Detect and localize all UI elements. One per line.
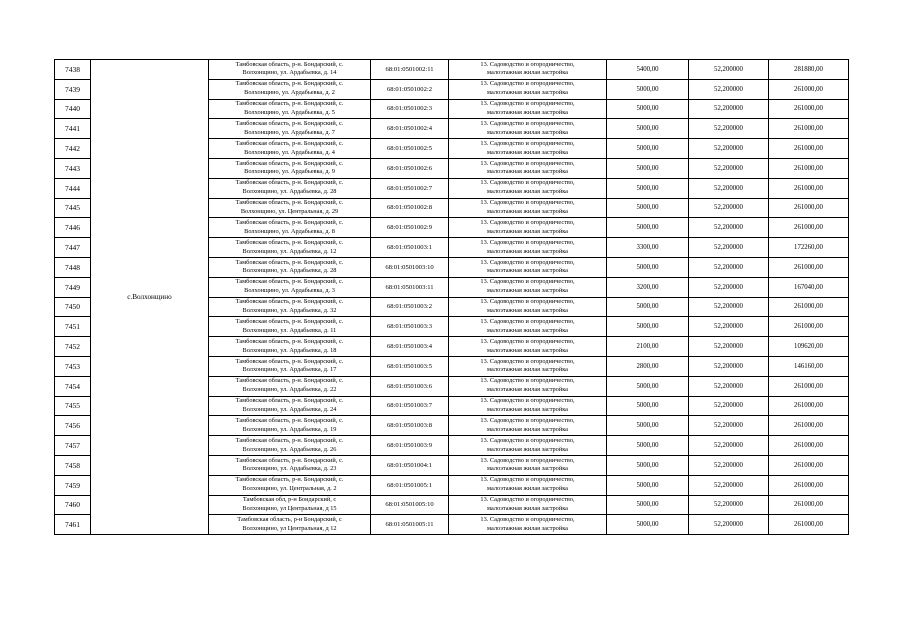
address-cell-line-2: Волхонщино, ул. Ардабьевка, д. 19 [242, 425, 337, 433]
area-cell: 5000,00 [607, 257, 689, 277]
rate-cell: 52,200000 [689, 60, 769, 80]
cadastral-value-cell: 261000,00 [769, 297, 849, 317]
cadastral-number-cell: 68:01:0501003:7 [371, 396, 449, 416]
rate-cell: 52,200000 [689, 455, 769, 475]
row-number-cell: 7438 [55, 60, 91, 80]
land-use-cell-line-1: 13. Садоводство и огородничество, [480, 397, 575, 405]
land-use-cell-line-1: 13. Садоводство и огородничество, [480, 100, 575, 108]
area-cell: 2800,00 [607, 356, 689, 376]
land-use-cell [449, 495, 607, 515]
land-use-cell-line-2: малоэтажная жилая застройка [487, 188, 568, 196]
land-use-cell-line-2: малоэтажная жилая застройка [487, 465, 568, 473]
address-cell-line-2: Волхонщино, ул. Ардабьевка, д. 11 [242, 326, 337, 334]
land-use-cell-line-2: малоэтажная жилая застройка [487, 69, 568, 77]
land-use-cell-line-1: 13. Садоводство и огородничество, [480, 139, 575, 147]
land-use-cell-line-1: 13. Садоводство и огородничество, [480, 258, 575, 266]
land-use-cell-line-1: 13. Садоводство и огородничество, [480, 298, 575, 306]
rate-cell: 52,200000 [689, 257, 769, 277]
address-cell [209, 79, 371, 99]
cadastral-value-cell: 261000,00 [769, 475, 849, 495]
area-cell: 5000,00 [607, 436, 689, 456]
address-cell [209, 198, 371, 218]
cadastral-number-cell: 68:01:0501002:5 [371, 139, 449, 159]
area-cell: 5000,00 [607, 455, 689, 475]
address-cell-line-2: Волхонщино, ул. Ардабьевка, д. 28 [242, 188, 337, 196]
rate-cell: 52,200000 [689, 218, 769, 238]
cadastral-value-cell: 167040,00 [769, 277, 849, 297]
address-cell [209, 139, 371, 159]
address-cell [209, 396, 371, 416]
cadastral-value-cell: 261000,00 [769, 79, 849, 99]
address-cell-line-1: Тамбовская область, р-н. Бондарский, с. [235, 238, 344, 246]
address-cell-line-1: Тамбовская область, р-н. Бондарский, с. [235, 100, 344, 108]
address-cell-line-2: Волхонщино, ул. Ардабьевка, д. 17 [242, 366, 337, 374]
area-cell: 5000,00 [607, 475, 689, 495]
rate-cell: 52,200000 [689, 139, 769, 159]
land-use-cell [449, 475, 607, 495]
address-cell-line-1: Тамбовская область, р-н. Бондарский, с. [235, 436, 344, 444]
land-use-cell-line-1: 13. Садоводство и огородничество, [480, 179, 575, 187]
area-cell: 3200,00 [607, 277, 689, 297]
rate-cell: 52,200000 [689, 416, 769, 436]
cadastral-number-cell: 68:01:0501003:1 [371, 238, 449, 258]
address-cell-line-2: Волхонщино, ул. Ардабьевка, д. 12 [242, 247, 337, 255]
address-cell-line-1: Тамбовская область, р-н. Бондарский, с. [235, 80, 344, 88]
land-use-cell-line-2: малоэтажная жилая застройка [487, 207, 568, 215]
address-cell [209, 297, 371, 317]
area-cell: 5000,00 [607, 515, 689, 535]
cadastral-value-cell: 172260,00 [769, 238, 849, 258]
land-use-cell-line-1: 13. Садоводство и огородничество, [480, 238, 575, 246]
land-use-cell-line-1: 13. Садоводство и огородничество, [480, 377, 575, 385]
address-cell-line-1: Тамбовская область, р-н. Бондарский, с. [235, 357, 344, 365]
table-body [55, 60, 849, 535]
address-cell [209, 436, 371, 456]
cadastral-number-cell: 68:01:0501004:1 [371, 455, 449, 475]
land-use-cell [449, 178, 607, 198]
cadastral-number-cell: 68:01:0501003:11 [371, 277, 449, 297]
rate-cell: 52,200000 [689, 238, 769, 258]
rate-cell: 52,200000 [689, 515, 769, 535]
rate-cell: 52,200000 [689, 277, 769, 297]
area-cell: 2100,00 [607, 337, 689, 357]
address-cell [209, 495, 371, 515]
cadastral-value-cell: 261000,00 [769, 257, 849, 277]
address-cell-line-1: Тамбовская область, р-н. Бондарский, с. [235, 337, 344, 345]
address-cell-line-2: Волхонщино, ул. Ардабьевка, д. 26 [242, 445, 337, 453]
land-use-cell-line-2: малоэтажная жилая застройка [487, 366, 568, 374]
address-cell-line-1: Тамбовская обл, р-н Бондарский, с [242, 496, 337, 504]
area-cell: 5400,00 [607, 60, 689, 80]
address-cell-line-2: Волхонщино, ул. Ардабьевка, д. 3 [244, 287, 335, 295]
rate-cell: 52,200000 [689, 198, 769, 218]
land-use-cell [449, 257, 607, 277]
land-use-cell-line-2: малоэтажная жилая застройка [487, 386, 568, 394]
land-use-cell-line-2: малоэтажная жилая застройка [487, 128, 568, 136]
land-use-cell [449, 515, 607, 535]
cadastral-value-cell: 261000,00 [769, 436, 849, 456]
row-number-cell: 7460 [55, 495, 91, 515]
cadastral-number-cell: 68:01:0501005:1 [371, 475, 449, 495]
row-number-cell: 7458 [55, 455, 91, 475]
cadastral-number-cell: 68:01:0501002:8 [371, 198, 449, 218]
cadastral-value-cell: 261000,00 [769, 119, 849, 139]
land-use-cell-line-2: малоэтажная жилая застройка [487, 108, 568, 116]
locality-cell [91, 60, 209, 535]
cadastral-value-cell: 261000,00 [769, 218, 849, 238]
row-number-cell: 7442 [55, 139, 91, 159]
rate-cell: 52,200000 [689, 356, 769, 376]
land-use-cell [449, 79, 607, 99]
cadastral-number-cell: 68:01:0501002:7 [371, 178, 449, 198]
area-cell: 5000,00 [607, 396, 689, 416]
cadastral-value-cell: 261000,00 [769, 178, 849, 198]
land-use-cell-line-2: малоэтажная жилая застройка [487, 247, 568, 255]
land-use-cell [449, 60, 607, 80]
row-number-cell: 7454 [55, 376, 91, 396]
cadastral-value-cell: 261000,00 [769, 317, 849, 337]
land-use-cell-line-1: 13. Садоводство и огородничество, [480, 337, 575, 345]
address-cell-line-1: Тамбовская область, р-н. Бондарский, с. [235, 456, 344, 464]
land-use-cell-line-2: малоэтажная жилая застройка [487, 504, 568, 512]
cadastral-value-cell: 261000,00 [769, 396, 849, 416]
address-cell [209, 475, 371, 495]
area-cell: 3300,00 [607, 238, 689, 258]
cadastral-value-cell: 261000,00 [769, 455, 849, 475]
area-cell: 5000,00 [607, 139, 689, 159]
locality-label: с.Волхонщино [127, 293, 172, 302]
row-number-cell: 7441 [55, 119, 91, 139]
address-cell-line-1: Тамбовская область, р-н. Бондарский, с. [235, 278, 344, 286]
land-use-cell-line-2: малоэтажная жилая застройка [487, 445, 568, 453]
cadastral-value-cell: 109620,00 [769, 337, 849, 357]
cadastral-number-cell: 68:01:0501002:9 [371, 218, 449, 238]
cadastral-number-cell: 68:01:0501003:10 [371, 257, 449, 277]
area-cell: 5000,00 [607, 119, 689, 139]
address-cell [209, 119, 371, 139]
land-use-cell [449, 396, 607, 416]
rate-cell: 52,200000 [689, 396, 769, 416]
row-number-cell: 7439 [55, 79, 91, 99]
cadastral-value-cell: 261000,00 [769, 198, 849, 218]
cadastral-number-cell: 68:01:0501002:3 [371, 99, 449, 119]
cadastral-value-cell: 281880,00 [769, 60, 849, 80]
address-cell [209, 218, 371, 238]
address-cell-line-1: Тамбовская область, р-н. Бондарский, с. [235, 416, 344, 424]
address-cell-line-2: Волхонщино, ул. Ардабьевка, д. 5 [244, 108, 335, 116]
address-cell-line-1: Тамбовская область, р-н. Бондарский, с. [235, 139, 344, 147]
rate-cell: 52,200000 [689, 495, 769, 515]
land-registry-table [54, 59, 849, 535]
land-use-cell [449, 337, 607, 357]
row-number-cell: 7456 [55, 416, 91, 436]
rate-cell: 52,200000 [689, 436, 769, 456]
address-cell-line-1: Тамбовская область, р-н. Бондарский, с. [235, 60, 344, 68]
address-cell-line-2: Волхонщино, ул. Ардабьевка, д. 7 [244, 128, 335, 136]
land-use-cell-line-2: малоэтажная жилая застройка [487, 168, 568, 176]
land-use-cell-line-2: малоэтажная жилая застройка [487, 425, 568, 433]
cadastral-value-cell: 146160,00 [769, 356, 849, 376]
land-use-cell-line-2: малоэтажная жилая застройка [487, 524, 568, 532]
land-use-cell [449, 416, 607, 436]
cadastral-number-cell: 68:01:0501003:4 [371, 337, 449, 357]
address-cell-line-1: Тамбовская область, р-н. Бондарский, с. [235, 298, 344, 306]
address-cell-line-2: Волхонщино, ул. Ардабьевка, д. 14 [242, 69, 337, 77]
address-cell-line-2: Волхонщино, ул. Ардабьевка, д. 9 [244, 168, 335, 176]
address-cell-line-2: Волхонщино, ул. Ардабьевка, д. 23 [242, 465, 337, 473]
row-number-cell: 7451 [55, 317, 91, 337]
row-number-cell: 7443 [55, 158, 91, 178]
cadastral-number-cell: 68:01:0501002:4 [371, 119, 449, 139]
address-cell-line-1: Тамбовская область, р-н Бондарский, с [237, 515, 342, 523]
land-use-cell [449, 436, 607, 456]
address-cell [209, 455, 371, 475]
land-use-cell-line-2: малоэтажная жилая застройка [487, 89, 568, 97]
address-cell-line-1: Тамбовская область, р-н. Бондарский, с. [235, 179, 344, 187]
row-number-cell: 7450 [55, 297, 91, 317]
area-cell: 5000,00 [607, 198, 689, 218]
area-cell: 5000,00 [607, 495, 689, 515]
cadastral-value-cell: 261000,00 [769, 495, 849, 515]
cadastral-value-cell: 261000,00 [769, 139, 849, 159]
cadastral-value-cell: 261000,00 [769, 158, 849, 178]
land-use-cell-line-1: 13. Садоводство и огородничество, [480, 416, 575, 424]
rate-cell: 52,200000 [689, 158, 769, 178]
address-cell-line-1: Тамбовская область, р-н. Бондарский, с. [235, 317, 344, 325]
land-use-cell-line-2: малоэтажная жилая застройка [487, 405, 568, 413]
address-cell-line-1: Тамбовская область, р-н. Бондарский, с. [235, 476, 344, 484]
area-cell: 5000,00 [607, 178, 689, 198]
land-use-cell [449, 158, 607, 178]
rate-cell: 52,200000 [689, 119, 769, 139]
address-cell [209, 337, 371, 357]
row-number-cell: 7445 [55, 198, 91, 218]
row-number-cell: 7444 [55, 178, 91, 198]
table-row [55, 60, 849, 80]
cadastral-value-cell: 261000,00 [769, 99, 849, 119]
land-use-cell [449, 317, 607, 337]
land-use-cell-line-1: 13. Садоводство и огородничество, [480, 357, 575, 365]
address-cell [209, 238, 371, 258]
row-number-cell: 7461 [55, 515, 91, 535]
cadastral-number-cell: 68:01:0501002:11 [371, 60, 449, 80]
row-number-cell: 7453 [55, 356, 91, 376]
address-cell-line-1: Тамбовская область, р-н. Бондарский, с. [235, 159, 344, 167]
cadastral-number-cell: 68:01:0501003:9 [371, 436, 449, 456]
address-cell-line-2: Волхонщино, ул Центральная, д 12 [242, 524, 337, 532]
address-cell-line-2: Волхонщино, ул. Ардабьевка, д. 8 [244, 227, 335, 235]
land-use-cell-line-1: 13. Садоводство и огородничество, [480, 159, 575, 167]
address-cell-line-1: Тамбовская область, р-н. Бондарский, с. [235, 119, 344, 127]
land-use-cell [449, 198, 607, 218]
land-use-cell [449, 238, 607, 258]
address-cell-line-2: Волхонщино, ул. Центральная, д. 29 [240, 207, 339, 215]
land-use-cell-line-2: малоэтажная жилая застройка [487, 227, 568, 235]
land-use-cell-line-1: 13. Садоводство и огородничество, [480, 436, 575, 444]
land-use-cell-line-1: 13. Садоводство и огородничество, [480, 218, 575, 226]
rate-cell: 52,200000 [689, 376, 769, 396]
cadastral-value-cell: 261000,00 [769, 416, 849, 436]
cadastral-number-cell: 68:01:0501003:6 [371, 376, 449, 396]
rate-cell: 52,200000 [689, 297, 769, 317]
address-cell [209, 178, 371, 198]
land-use-cell-line-1: 13. Садоводство и огородничество, [480, 199, 575, 207]
row-number-cell: 7446 [55, 218, 91, 238]
land-use-cell-line-1: 13. Садоводство и огородничество, [480, 119, 575, 127]
land-use-cell [449, 218, 607, 238]
land-use-cell-line-1: 13. Садоводство и огородничество, [480, 60, 575, 68]
area-cell: 5000,00 [607, 416, 689, 436]
cadastral-number-cell: 68:01:0501003:2 [371, 297, 449, 317]
row-number-cell: 7448 [55, 257, 91, 277]
land-use-cell-line-1: 13. Садоводство и огородничество, [480, 456, 575, 464]
address-cell [209, 317, 371, 337]
rate-cell: 52,200000 [689, 79, 769, 99]
cadastral-number-cell: 68:01:0501003:8 [371, 416, 449, 436]
land-use-cell-line-2: малоэтажная жилая застройка [487, 148, 568, 156]
rate-cell: 52,200000 [689, 317, 769, 337]
land-use-cell-line-1: 13. Садоводство и огородничество, [480, 476, 575, 484]
address-cell [209, 60, 371, 80]
land-use-cell-line-1: 13. Садоводство и огородничество, [480, 496, 575, 504]
address-cell-line-2: Волхонщино, ул. Ардабьевка, д. 2 [244, 89, 335, 97]
land-use-cell-line-2: малоэтажная жилая застройка [487, 287, 568, 295]
address-cell-line-1: Тамбовская область, р-н. Бондарский, с. [235, 377, 344, 385]
address-cell-line-2: Волхонщино, ул Центральная, д 15 [242, 504, 337, 512]
rate-cell: 52,200000 [689, 178, 769, 198]
cadastral-value-cell: 261000,00 [769, 376, 849, 396]
land-use-cell [449, 376, 607, 396]
cadastral-number-cell: 68:01:0501003:3 [371, 317, 449, 337]
land-use-cell-line-1: 13. Садоводство и огородничество, [480, 278, 575, 286]
row-number-cell: 7440 [55, 99, 91, 119]
area-cell: 5000,00 [607, 79, 689, 99]
address-cell-line-2: Волхонщино, ул. Ардабьевка, д. 22 [242, 386, 337, 394]
rate-cell: 52,200000 [689, 337, 769, 357]
land-use-cell-line-1: 13. Садоводство и огородничество, [480, 80, 575, 88]
address-cell [209, 416, 371, 436]
land-use-cell [449, 277, 607, 297]
row-number-cell: 7457 [55, 436, 91, 456]
rate-cell: 52,200000 [689, 99, 769, 119]
land-use-cell-line-1: 13. Садоводство и огородничество, [480, 317, 575, 325]
cadastral-number-cell: 68:01:0501005:11 [371, 515, 449, 535]
address-cell-line-2: Волхонщино, ул. Ардабьевка, д. 24 [242, 405, 337, 413]
cadastral-number-cell: 68:01:0501002:2 [371, 79, 449, 99]
row-number-cell: 7455 [55, 396, 91, 416]
address-cell-line-1: Тамбовская область, р-н. Бондарский, с. [235, 199, 344, 207]
cadastral-number-cell: 68:01:0501003:5 [371, 356, 449, 376]
area-cell: 5000,00 [607, 317, 689, 337]
address-cell [209, 277, 371, 297]
land-use-cell-line-2: малоэтажная жилая застройка [487, 326, 568, 334]
area-cell: 5000,00 [607, 218, 689, 238]
cadastral-value-cell: 261000,00 [769, 515, 849, 535]
land-use-cell-line-2: малоэтажная жилая застройка [487, 485, 568, 493]
row-number-cell: 7449 [55, 277, 91, 297]
cadastral-number-cell: 68:01:0501005:10 [371, 495, 449, 515]
land-use-cell-line-1: 13. Садоводство и огородничество, [480, 515, 575, 523]
address-cell [209, 158, 371, 178]
address-cell-line-2: Волхонщино, ул. Ардабьевка, д. 18 [242, 346, 337, 354]
row-number-cell: 7452 [55, 337, 91, 357]
land-use-cell [449, 356, 607, 376]
land-use-cell-line-2: малоэтажная жилая застройка [487, 267, 568, 275]
address-cell-line-1: Тамбовская область, р-н. Бондарский, с. [235, 397, 344, 405]
area-cell: 5000,00 [607, 297, 689, 317]
address-cell-line-2: Волхонщино, ул. Ардабьевка, д. 4 [244, 148, 335, 156]
address-cell [209, 99, 371, 119]
address-cell [209, 356, 371, 376]
address-cell [209, 376, 371, 396]
land-use-cell-line-2: малоэтажная жилая застройка [487, 306, 568, 314]
address-cell-line-1: Тамбовская область, р-н. Бондарский, с. [235, 258, 344, 266]
address-cell-line-2: Волхонщино, ул. Центральная, д. 2 [242, 485, 337, 493]
address-cell-line-1: Тамбовская область, р-н. Бондарский, с. [235, 218, 344, 226]
cadastral-number-cell: 68:01:0501002:6 [371, 158, 449, 178]
row-number-cell: 7459 [55, 475, 91, 495]
land-use-cell [449, 99, 607, 119]
area-cell: 5000,00 [607, 376, 689, 396]
area-cell: 5000,00 [607, 99, 689, 119]
rate-cell: 52,200000 [689, 475, 769, 495]
land-use-cell-line-2: малоэтажная жилая застройка [487, 346, 568, 354]
area-cell: 5000,00 [607, 158, 689, 178]
address-cell-line-2: Волхонщино, ул. Ардабьевка, д. 28 [242, 267, 337, 275]
address-cell [209, 515, 371, 535]
land-use-cell [449, 139, 607, 159]
land-use-cell [449, 119, 607, 139]
land-use-cell [449, 455, 607, 475]
row-number-cell: 7447 [55, 238, 91, 258]
land-use-cell [449, 297, 607, 317]
address-cell [209, 257, 371, 277]
address-cell-line-2: Волхонщино, ул. Ардабьевка, д. 32 [242, 306, 337, 314]
